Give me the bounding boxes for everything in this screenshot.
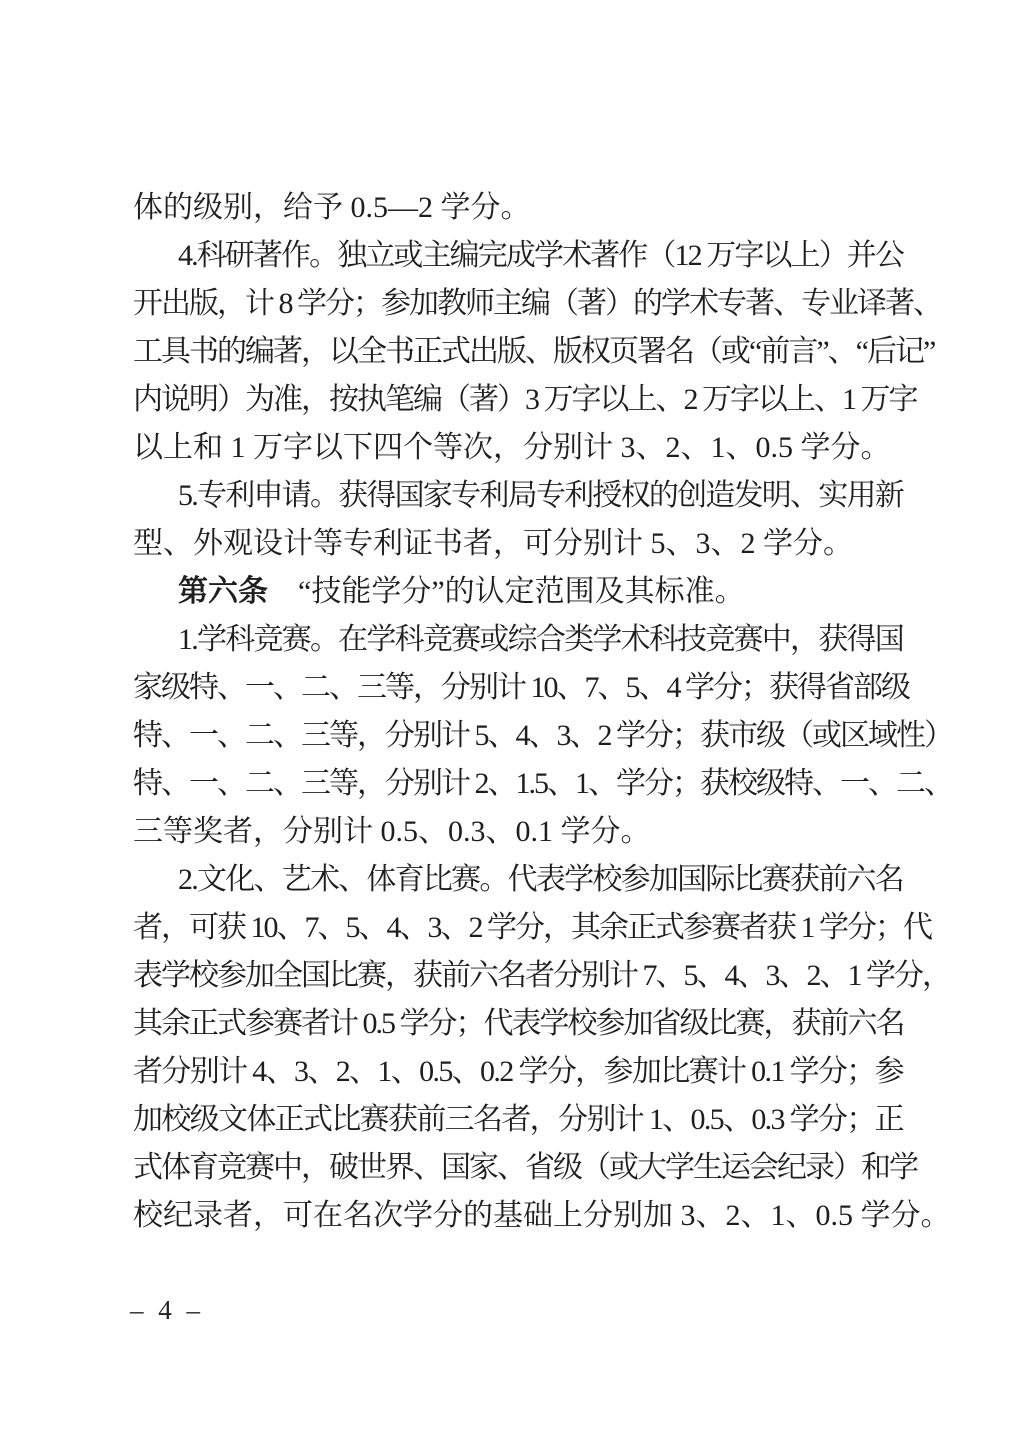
article-number: 第六条: [178, 575, 268, 608]
text-line: 三等奖者，分别计 0.5、0.3、0.1 学分。: [133, 815, 651, 848]
text-line: 式体育竞赛中，破世界、国家、省级（或大学生运会纪录）和学: [133, 1151, 917, 1184]
page-number: – 4 –: [130, 1295, 200, 1325]
text-line: 校纪录者，可在名次学分的基础上分别加 3、2、1、0.5 学分。: [133, 1199, 951, 1232]
text-line: 型、外观设计等专利证书者，可分别计 5、3、2 学分。: [133, 527, 853, 560]
text-line: 5.专利申请。获得国家专利局专利授权的创造发明、实用新: [178, 479, 903, 512]
text-line: 工具书的编著，以全书正式出版、版权页署名（或“前言”、“后记”: [133, 335, 935, 368]
text-line: 表学校参加全国比赛，获前六名者分别计 7、5、4、3、2、1 学分，: [133, 959, 950, 992]
text-block: [133, 184, 952, 1240]
text-line: 开出版，计 8 学分；参加教师主编（著）的学术专著、专业译著、: [133, 287, 941, 320]
text-line: 加校级文体正式比赛获前三名者，分别计 1、0.5、0.3 学分；正: [133, 1103, 903, 1136]
text-line: 1.学科竞赛。在学科竞赛或综合类学术科技竞赛中，获得国: [178, 623, 903, 656]
text-line: 其余正式参赛者计 0.5 学分；代表学校参加省级比赛，获前六名: [133, 1007, 904, 1040]
text-line: 体的级别，给予 0.5—2 学分。: [133, 191, 531, 224]
text-line: 以上和 1 万字以下四个等次，分别计 3、2、1、0.5 学分。: [133, 431, 891, 464]
text-line-article-heading: [133, 568, 903, 616]
text-line: 特、一、二、三等，分别计 5、4、3、2 学分；获市级（或区域性）: [133, 719, 952, 752]
text-line: 家级特、一、二、三等，分别计 10、7、5、4 学分；获得省部级: [133, 671, 909, 704]
text-line: 者分别计 4、3、2、1、0.5、0.2 学分，参加比赛计 0.1 学分；参: [133, 1055, 903, 1088]
text-line: 4.科研著作。独立或主编完成学术著作（12 万字以上）并公: [178, 239, 903, 272]
text-line: 特、一、二、三等，分别计 2、1.5、1、学分；获校级特、一、二、: [133, 767, 952, 800]
text-line: 者，可获 10、7、5、4、3、2 学分，其余正式参赛者获 1 学分；代: [133, 911, 931, 944]
text-line: 2.文化、艺术、体育比赛。代表学校参加国际比赛获前六名: [178, 863, 903, 896]
article-title: “技能学分”的认定范围及其标准。: [268, 575, 745, 608]
text-line: 内说明）为准，按执笔编（著）3 万字以上、2 万字以上、1 万字: [133, 383, 917, 416]
